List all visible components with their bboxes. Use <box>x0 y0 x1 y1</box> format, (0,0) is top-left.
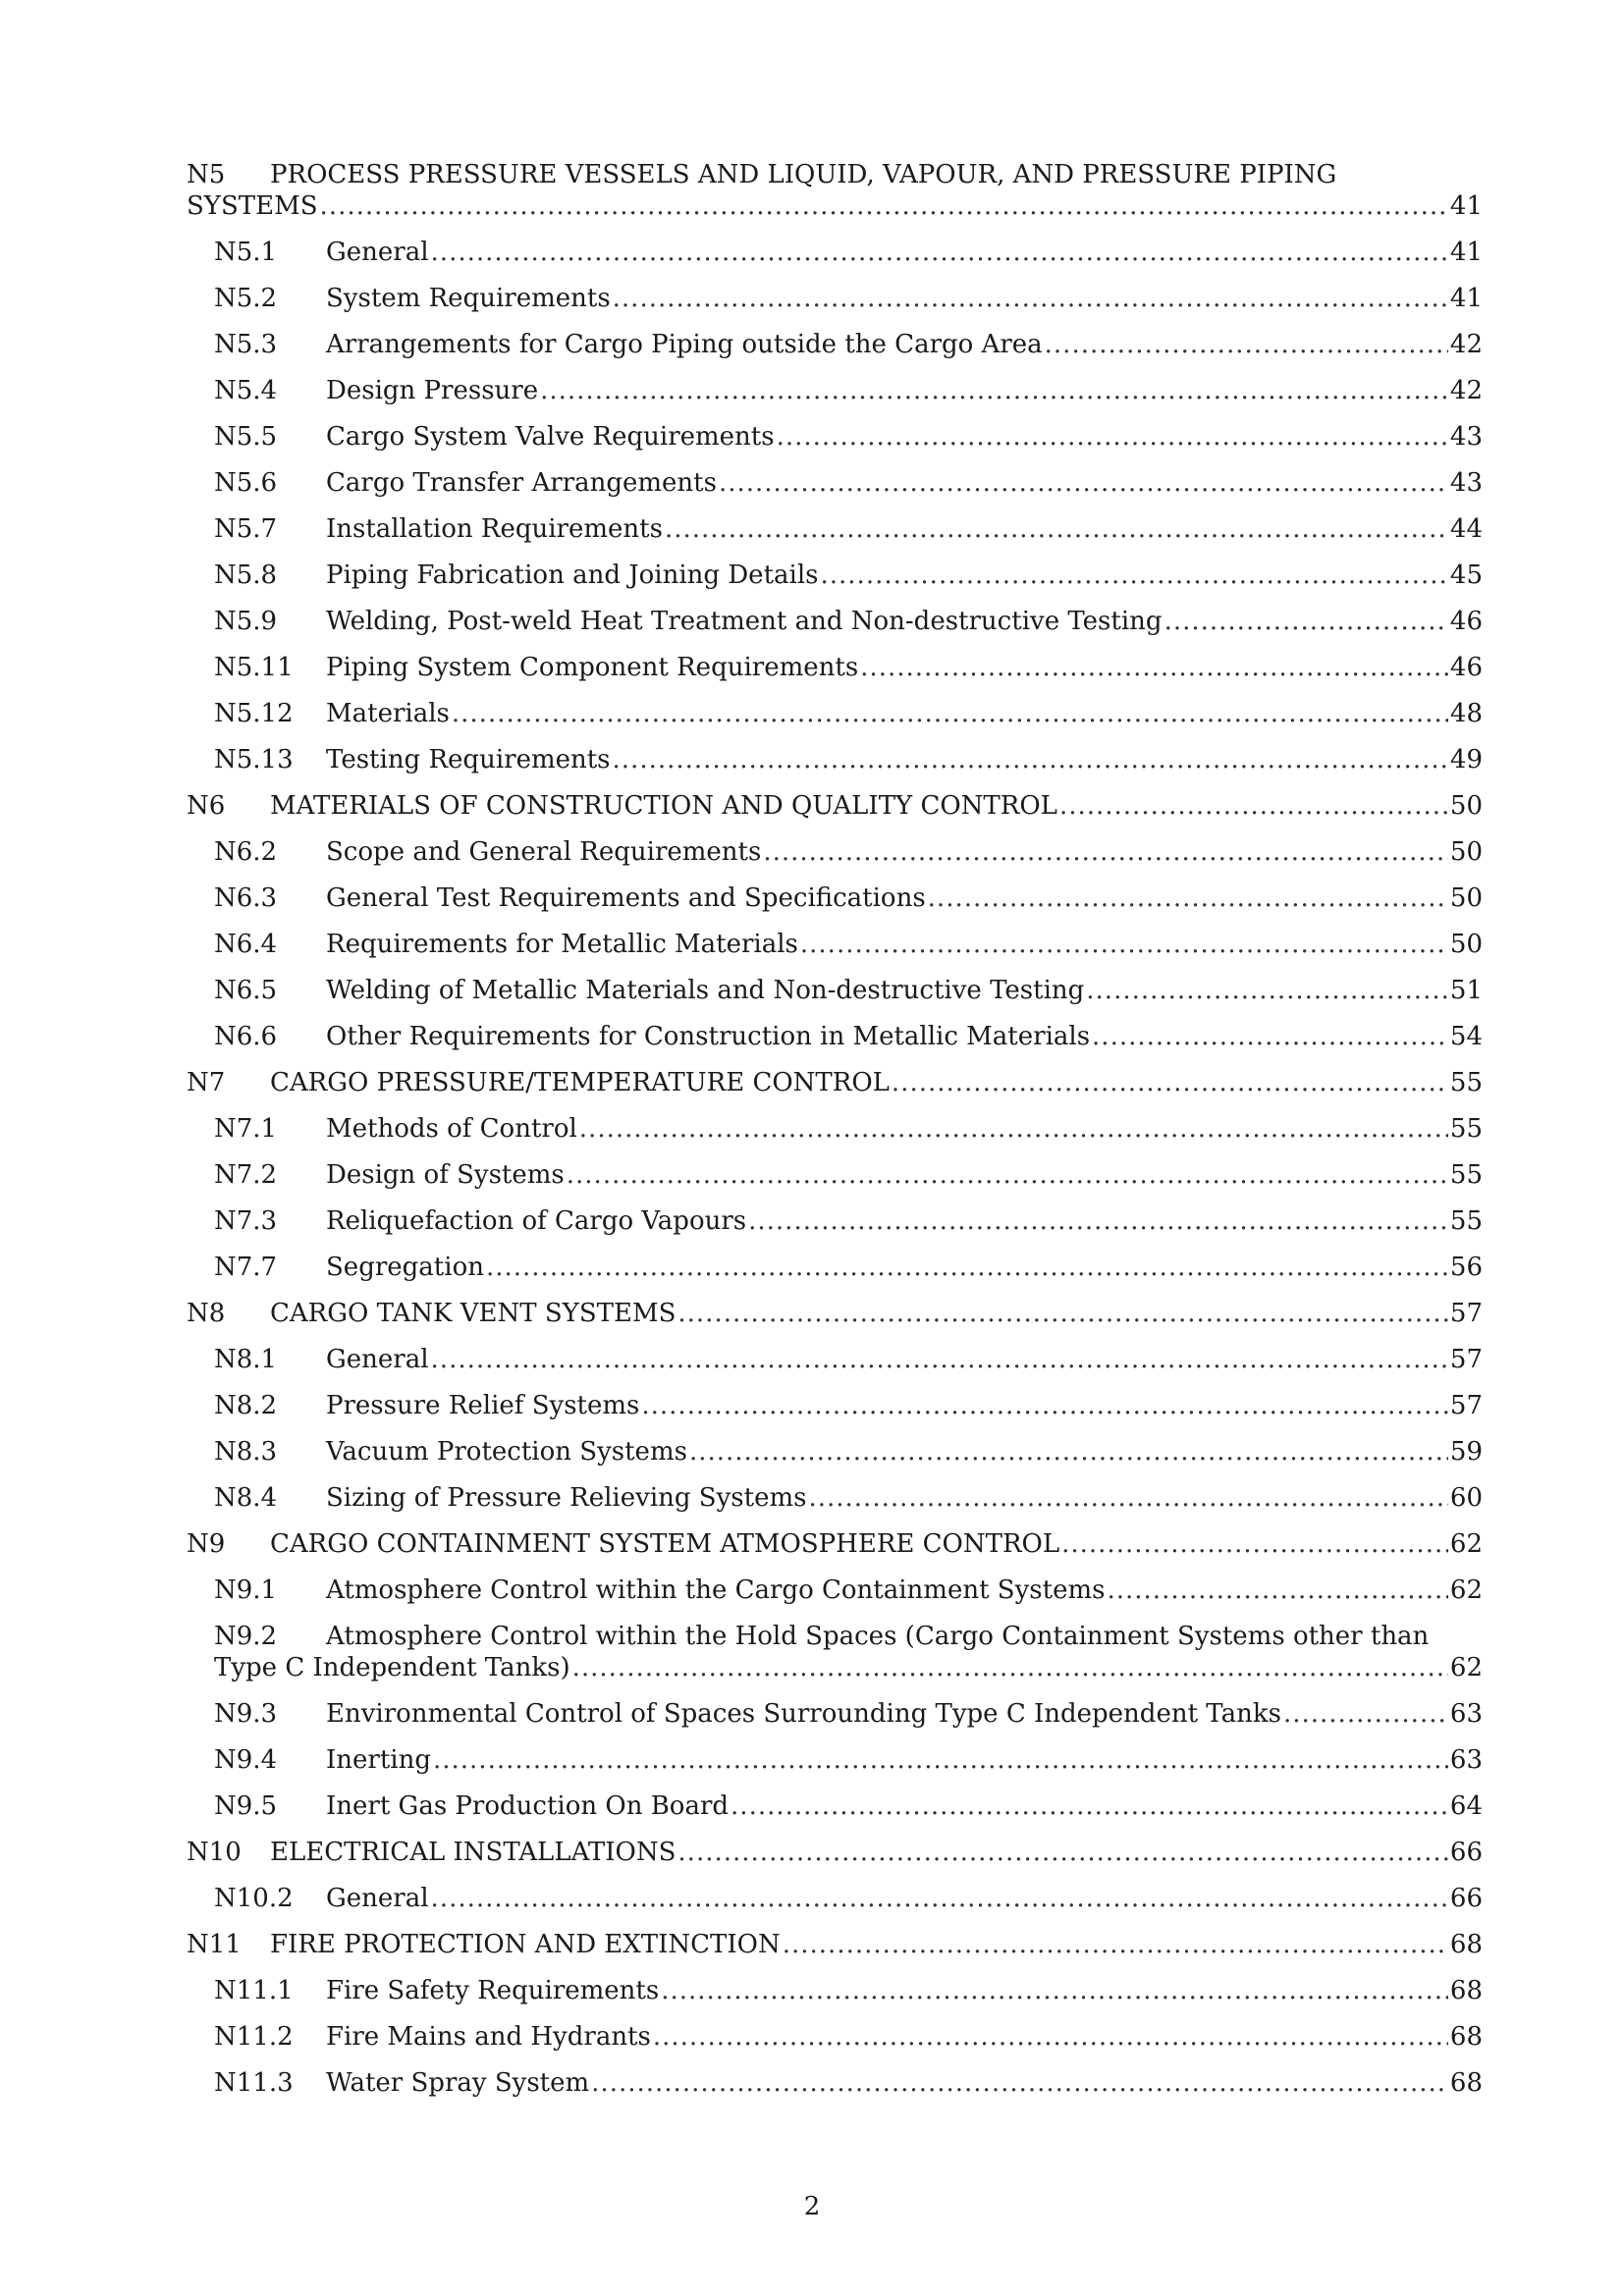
toc-leader-dots <box>800 929 1448 960</box>
toc-entry-page: 64 <box>1449 1791 1483 1821</box>
toc-entry-number: N5.7 <box>214 514 278 544</box>
toc-entry[interactable] <box>187 1929 1483 1975</box>
toc-leader-dots <box>1092 1021 1448 1052</box>
toc-leader-dots <box>689 1436 1448 1468</box>
toc-entry-page: 42 <box>1449 376 1483 405</box>
toc-entry-number: N11 <box>187 1930 242 1959</box>
toc-leader-dots <box>1086 975 1448 1006</box>
toc-leader-dots <box>821 560 1448 591</box>
toc-entry-page: 44 <box>1449 514 1483 544</box>
toc-entry-title: MATERIALS OF CONSTRUCTION AND QUALITY CONTROL <box>270 791 1057 821</box>
toc-entry-title: System Requirements <box>326 284 611 313</box>
toc-entry-page: 48 <box>1449 699 1483 728</box>
toc-entry[interactable] <box>187 2067 1483 2113</box>
toc-entry[interactable] <box>187 1390 1483 1436</box>
toc-entry-page: 66 <box>1449 1884 1483 1913</box>
toc-entry-page: 49 <box>1449 745 1483 774</box>
toc-leader-dots <box>320 190 1448 222</box>
toc-entry-number: N9.4 <box>214 1745 278 1775</box>
toc-entry[interactable] <box>187 1528 1483 1575</box>
toc-entry-number: N5.3 <box>214 330 278 359</box>
toc-entry-page: 54 <box>1449 1022 1483 1051</box>
toc-entry-page: 57 <box>1449 1391 1483 1420</box>
toc-leader-dots <box>641 1390 1448 1421</box>
toc-entry-page: 41 <box>1449 238 1483 267</box>
toc-entry-title-continued: SYSTEMS <box>187 191 318 221</box>
toc-entry-title: Reliquefaction of Cargo Vapours <box>326 1206 747 1236</box>
toc-leader-dots <box>860 652 1448 683</box>
toc-leader-dots <box>677 1298 1448 1329</box>
toc-entry-page: 57 <box>1449 1345 1483 1374</box>
toc-entry-number: N6.4 <box>214 930 278 959</box>
toc-entry-number: N7 <box>187 1068 226 1097</box>
toc-entry-page: 62 <box>1449 1529 1483 1559</box>
toc-entry-number: N8 <box>187 1299 226 1328</box>
toc-entry[interactable] <box>187 606 1483 652</box>
toc-leader-dots <box>763 836 1448 868</box>
toc-leader-dots <box>665 513 1448 545</box>
toc-entry-number: N11.1 <box>214 1976 294 2005</box>
toc-entry[interactable] <box>187 1205 1483 1252</box>
toc-entry-title: Welding, Post-weld Heat Treatment and Non-destructive Testing <box>326 607 1163 636</box>
toc-entry-title: Cargo System Valve Requirements <box>326 422 775 452</box>
toc-entry-title: ELECTRICAL INSTALLATIONS <box>270 1838 677 1867</box>
toc-entry[interactable] <box>187 1436 1483 1482</box>
toc-entry[interactable] <box>187 1344 1483 1390</box>
toc-entry-number: N5.11 <box>214 653 294 682</box>
toc-leader-dots <box>1164 606 1448 637</box>
toc-entry[interactable] <box>187 375 1483 421</box>
toc-entry-page: 62 <box>1449 1653 1483 1682</box>
toc-leader-dots <box>653 2021 1448 2053</box>
toc-leader-dots <box>928 882 1448 914</box>
toc-entry-number: N6.3 <box>214 883 278 913</box>
toc-entry-page: 60 <box>1449 1483 1483 1513</box>
toc-entry-number: N5.12 <box>214 699 294 728</box>
toc-entry-number: N7.1 <box>214 1114 278 1144</box>
toc-entry-number: N9 <box>187 1529 226 1559</box>
toc-leader-dots <box>431 1344 1448 1375</box>
toc-entry-number: N9.3 <box>214 1699 278 1729</box>
toc-entry[interactable] <box>187 1298 1483 1344</box>
toc-entry[interactable] <box>187 283 1483 329</box>
toc-entry-title: Welding of Metallic Materials and Non-destructive Testing <box>326 976 1085 1005</box>
toc-entry-page: 62 <box>1449 1575 1483 1605</box>
toc-leader-dots <box>808 1482 1447 1514</box>
toc-entry[interactable] <box>187 560 1483 606</box>
toc-leader-dots <box>431 1883 1448 1914</box>
toc-entry-page: 42 <box>1449 330 1483 359</box>
toc-entry-title: General <box>326 1884 429 1913</box>
toc-entry[interactable] <box>187 1482 1483 1528</box>
toc-entry[interactable] <box>187 1067 1483 1113</box>
toc-entry[interactable] <box>187 1975 1483 2021</box>
toc-entry-number: N9.5 <box>214 1791 278 1821</box>
toc-entry[interactable] <box>187 882 1483 929</box>
toc-entry-number: N5.1 <box>214 238 278 267</box>
toc-entry[interactable] <box>187 744 1483 790</box>
toc-entry-title: Materials <box>326 699 450 728</box>
toc-entry-title: FIRE PROTECTION AND EXTINCTION <box>270 1930 781 1959</box>
toc-entry-page: 68 <box>1449 2022 1483 2052</box>
toc-entry-title: CARGO CONTAINMENT SYSTEM ATMOSPHERE CONTROL <box>270 1529 1060 1559</box>
toc-entry-number: N8.1 <box>214 1345 278 1374</box>
toc-entry-title: Fire Safety Requirements <box>326 1976 660 2005</box>
toc-entry-title: Sizing of Pressure Relieving Systems <box>326 1483 807 1513</box>
toc-entry-page: 55 <box>1449 1068 1483 1097</box>
toc-entry-number: N7.2 <box>214 1160 278 1190</box>
toc-entry-number: N5.2 <box>214 284 278 313</box>
toc-entry-page: 63 <box>1449 1745 1483 1775</box>
toc-entry-number: N9.2 <box>214 1622 278 1651</box>
toc-entry-number: N9.1 <box>214 1575 278 1605</box>
toc-entry-page: 46 <box>1449 653 1483 682</box>
toc-leader-dots <box>1045 329 1448 360</box>
toc-leader-dots <box>1283 1698 1448 1730</box>
toc-leader-dots <box>1061 1528 1448 1560</box>
toc-entry[interactable] <box>187 1113 1483 1159</box>
toc-entry-number: N5 <box>187 160 226 189</box>
toc-entry[interactable] <box>187 1159 1483 1205</box>
toc-entry[interactable] <box>187 1744 1483 1790</box>
toc-entry-page: 51 <box>1449 976 1483 1005</box>
toc-leader-dots <box>579 1113 1448 1145</box>
toc-entry-title: Inert Gas Production On Board <box>326 1791 730 1821</box>
toc-entry-page: 45 <box>1449 561 1483 590</box>
toc-leader-dots <box>431 237 1448 268</box>
toc-entry-page: 63 <box>1449 1699 1483 1729</box>
toc-entry[interactable] <box>187 975 1483 1021</box>
toc-entry[interactable] <box>187 1621 1483 1698</box>
toc-entry-title: Scope and General Requirements <box>326 837 762 867</box>
toc-entry-page: 50 <box>1449 791 1483 821</box>
toc-entry[interactable] <box>187 421 1483 467</box>
toc-entry-title: PROCESS PRESSURE VESSELS AND LIQUID, VAPOUR, AND PRESSURE PIPING <box>270 160 1337 189</box>
toc-entry[interactable] <box>187 2021 1483 2067</box>
toc-entry-number: N5.6 <box>214 468 278 498</box>
toc-entry-title: Methods of Control <box>326 1114 577 1144</box>
toc-leader-dots <box>572 1652 1448 1683</box>
table-of-contents <box>187 159 1483 2113</box>
toc-entry-page: 59 <box>1449 1437 1483 1467</box>
toc-entry[interactable] <box>187 1252 1483 1298</box>
toc-leader-dots <box>892 1067 1448 1098</box>
toc-entry-title: Arrangements for Cargo Piping outside the Cargo Area <box>326 330 1043 359</box>
page-number: 2 <box>803 2192 821 2221</box>
toc-entry-page: 68 <box>1449 1976 1483 2005</box>
toc-entry-title: Design of Systems <box>326 1160 565 1190</box>
toc-leader-dots <box>783 1929 1448 1960</box>
toc-entry-title: Other Requirements for Construction in Metallic Materials <box>326 1022 1091 1051</box>
toc-entry-page: 50 <box>1449 930 1483 959</box>
toc-entry-title: Pressure Relief Systems <box>326 1391 640 1420</box>
toc-entry-title: CARGO TANK VENT SYSTEMS <box>270 1299 677 1328</box>
toc-entry-number: N7.7 <box>214 1253 278 1282</box>
toc-entry-title: Fire Mains and Hydrants <box>326 2022 651 2052</box>
toc-entry-number: N6.6 <box>214 1022 278 1051</box>
toc-entry[interactable] <box>187 329 1483 375</box>
toc-entry[interactable] <box>187 790 1483 836</box>
toc-entry[interactable] <box>187 237 1483 283</box>
toc-entry-number: N11.2 <box>214 2022 294 2052</box>
toc-entry-title: Atmosphere Control within the Cargo Containment Systems <box>326 1575 1106 1605</box>
toc-entry-page: 43 <box>1449 468 1483 498</box>
toc-entry-number: N5.4 <box>214 376 278 405</box>
toc-leader-dots <box>1059 790 1448 822</box>
toc-entry-page: 55 <box>1449 1114 1483 1144</box>
toc-entry-title: CARGO PRESSURE/TEMPERATURE CONTROL <box>270 1068 890 1097</box>
toc-entry-page: 66 <box>1449 1838 1483 1867</box>
toc-entry-page: 50 <box>1449 837 1483 867</box>
toc-entry[interactable] <box>187 836 1483 882</box>
toc-entry[interactable] <box>187 1575 1483 1621</box>
toc-entry[interactable] <box>187 698 1483 744</box>
toc-entry[interactable] <box>187 1021 1483 1067</box>
toc-entry-number: N5.5 <box>214 422 278 452</box>
toc-entry-title: Vacuum Protection Systems <box>326 1437 687 1467</box>
toc-entry[interactable] <box>187 929 1483 975</box>
toc-entry-title: General <box>326 1345 429 1374</box>
toc-entry-title-continued: Type C Independent Tanks) <box>214 1653 570 1682</box>
toc-entry-page: 55 <box>1449 1206 1483 1236</box>
toc-entry-title: Inerting <box>326 1745 431 1775</box>
toc-entry-page: 57 <box>1449 1299 1483 1328</box>
toc-entry-number: N8.3 <box>214 1437 278 1467</box>
toc-entry-title: Testing Requirements <box>326 745 611 774</box>
toc-entry[interactable] <box>187 1790 1483 1837</box>
toc-leader-dots <box>591 2067 1448 2099</box>
toc-leader-dots <box>567 1159 1448 1191</box>
toc-entry-title: General <box>326 238 429 267</box>
toc-entry-number: N6 <box>187 791 226 821</box>
toc-entry[interactable] <box>187 652 1483 698</box>
toc-entry-title: Cargo Transfer Arrangements <box>326 468 717 498</box>
toc-entry-number: N5.8 <box>214 561 278 590</box>
toc-leader-dots <box>731 1790 1448 1822</box>
toc-entry-page: 46 <box>1449 607 1483 636</box>
toc-entry-title: General Test Requirements and Specifications <box>326 883 926 913</box>
toc-entry-number: N5.9 <box>214 607 278 636</box>
toc-entry[interactable] <box>187 1698 1483 1744</box>
toc-leader-dots <box>719 467 1448 499</box>
toc-leader-dots <box>613 744 1448 775</box>
toc-entry[interactable] <box>187 513 1483 560</box>
toc-entry-number: N10.2 <box>214 1884 294 1913</box>
toc-entry-number: N5.13 <box>214 745 294 774</box>
toc-leader-dots <box>1107 1575 1447 1606</box>
toc-entry[interactable] <box>187 159 1483 237</box>
toc-leader-dots <box>486 1252 1448 1283</box>
toc-leader-dots <box>677 1837 1447 1868</box>
toc-entry[interactable] <box>187 467 1483 513</box>
toc-leader-dots <box>540 375 1448 406</box>
toc-entry-page: 68 <box>1449 2068 1483 2098</box>
toc-entry-title: Piping System Component Requirements <box>326 653 859 682</box>
toc-entry-page: 41 <box>1449 191 1483 221</box>
toc-entry-title: Design Pressure <box>326 376 539 405</box>
toc-entry-number: N7.3 <box>214 1206 278 1236</box>
toc-entry-title: Atmosphere Control within the Hold Spaces (Cargo Containment Systems other than <box>326 1622 1430 1651</box>
toc-leader-dots <box>748 1205 1448 1237</box>
toc-entry-page: 55 <box>1449 1160 1483 1190</box>
toc-entry-number: N8.2 <box>214 1391 278 1420</box>
toc-leader-dots <box>777 421 1448 453</box>
toc-entry-number: N10 <box>187 1838 242 1867</box>
toc-entry-title: Water Spray System <box>326 2068 590 2098</box>
toc-leader-dots <box>613 283 1448 314</box>
toc-entry[interactable] <box>187 1837 1483 1883</box>
toc-entry[interactable] <box>187 1883 1483 1929</box>
toc-entry-number: N6.2 <box>214 837 278 867</box>
toc-leader-dots <box>661 1975 1448 2006</box>
toc-entry-title: Requirements for Metallic Materials <box>326 930 798 959</box>
toc-entry-title: Piping Fabrication and Joining Details <box>326 561 819 590</box>
toc-entry-title: Installation Requirements <box>326 514 663 544</box>
toc-entry-page: 50 <box>1449 883 1483 913</box>
toc-entry-title: Segregation <box>326 1253 484 1282</box>
toc-entry-number: N6.5 <box>214 976 278 1005</box>
toc-entry-number: N8.4 <box>214 1483 278 1513</box>
toc-leader-dots <box>452 698 1448 729</box>
toc-leader-dots <box>433 1744 1448 1776</box>
toc-entry-title: Environmental Control of Spaces Surrounding Type C Independent Tanks <box>326 1699 1281 1729</box>
toc-entry-number: N11.3 <box>214 2068 294 2098</box>
toc-entry-page: 43 <box>1449 422 1483 452</box>
toc-entry-page: 41 <box>1449 284 1483 313</box>
toc-entry-page: 56 <box>1449 1253 1483 1282</box>
toc-entry-page: 68 <box>1449 1930 1483 1959</box>
